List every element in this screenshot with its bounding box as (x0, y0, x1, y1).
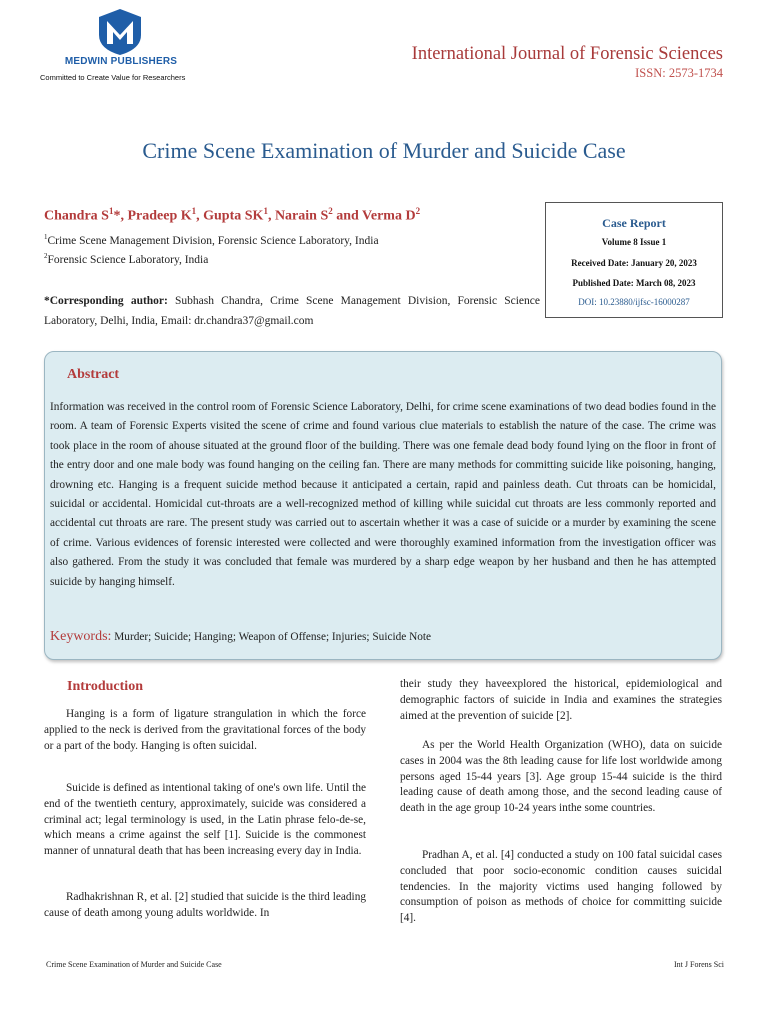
author-name: , Gupta SK (196, 208, 264, 224)
keywords-label: Keywords: (50, 629, 112, 644)
shield-logo-icon (98, 8, 142, 56)
corresponding-text: Subhash Chandra, Crime Scene Management Division, Forensic Science Laboratory, Delhi, India, Email: dr.chandra37@gmail.com (44, 295, 540, 327)
author-sup: 1 (191, 206, 197, 216)
published-date: Published Date: March 08, 2023 (572, 278, 696, 288)
affiliation-text: Forensic Science Laboratory, India (47, 253, 209, 266)
author-name: and Verma D (332, 208, 416, 224)
abstract-text: Information was received in the control room of Forensic Science Laboratory, Delhi, for crime scene examinations of two dead bodies found in the room. A team of Forensic Experts visited the scene of crime and found various clue materials to establish the nature of the case. The crime was took place in the room of ahouse situated at the ground floor of the building. There was one female dead body found lying on the floor in front of the entry door and one male body was found hanging on the ceiling fan. There are many methods for committing suicide like poisoning, hanging, drowning etc. Hanging is a frequent suicide method because it anticipated a certain, rapid and painless death. Cut throats can be homicidal, suicidal or accidental. Homicidal cut-throats are a well-recognized method of killing while suicidal cut throats are less commonly reported and accidental cut throats are rare. The present study was carried out to ascertain whether it was a case of suicide or a murder by examining the scene of crime. Various evidences of forensic interested were collected and were thoroughly examined information from the investigation officer was also gathered. From the study it was concluded that female was murdered by a sharp edge weapon by her husband and then he has attempted suicide by hanging himself. (50, 401, 716, 588)
affiliation-1 (44, 233, 379, 247)
intro-paragraph: their study they haveexplored the historical, epidemiological and demographic factors of suicide in India and examines the strategies aimed at the prevention of suicide [2]. (400, 678, 722, 722)
affiliation-2 (44, 252, 208, 266)
author-sup: 2 (415, 206, 421, 216)
affiliation-text: Crime Scene Management Division, Forensic Science Laboratory, India (47, 234, 379, 247)
introduction-heading: Introduction (67, 679, 143, 694)
corresponding-author (44, 291, 540, 331)
publisher-name: MEDWIN PUBLISHERS (64, 56, 178, 67)
article-info-box (545, 202, 723, 318)
author-name: , Pradeep K (120, 208, 192, 224)
keywords-list: Murder; Suicide; Hanging; Weapon of Offense; Injuries; Suicide Note (111, 631, 432, 643)
author-sup: 1 (108, 206, 114, 216)
article-title: Crime Scene Examination of Murder and Suicide Case (142, 138, 626, 163)
keywords (50, 629, 431, 645)
publisher-tagline: Committed to Create Value for Researchers (40, 73, 186, 82)
footer-running-title: Crime Scene Examination of Murder and Suicide Case (46, 960, 222, 969)
medwin-logo (98, 8, 142, 56)
affiliation-sup: 2 (44, 252, 48, 260)
intro-paragraph: As per the World Health Organization (WHO), data on suicide cases in 2004 was the 8th leading cause for life lost worldwide among persons aged 15-44 years [3]. Age group 15-44 suicide is the third leading cause of death among those, and the second leading cause of death in the age group 10-24 years inthe some countries. (400, 739, 722, 815)
intro-paragraph: Suicide is defined as intentional taking of one's own life. Until the end of the twentieth century, approximately, suicide was considered a criminal act; legal terminology is used, in the Latin phrase felo-de-se, which means a crime against the self [1]. Suicide is the commonest manner of unnatural death that has been increasing every day in India. (44, 782, 366, 858)
abstract-heading: Abstract (67, 367, 120, 382)
volume-issue: Volume 8 Issue 1 (601, 237, 667, 247)
journal-title: International Journal of Forensic Sciences (411, 44, 723, 64)
author-star: * (113, 208, 121, 224)
affiliation-sup: 1 (44, 233, 48, 241)
footer-journal-abbrev: Int J Forens Sci (674, 960, 724, 969)
intro-paragraph: Radhakrishnan R, et al. [2] studied that suicide is the third leading cause of death among young adults worldwide. In (44, 891, 366, 919)
corresponding-label: *Corresponding author: (44, 295, 168, 307)
author-name: Chandra S (44, 208, 109, 224)
intro-paragraph: Hanging is a form of ligature strangulation in which the force applied to the neck is derived from the gravitational forces of the body or a part of the body. Hanging is often suicidal. (44, 708, 366, 752)
intro-paragraph: Pradhan A, et al. [4] conducted a study on 100 fatal suicidal cases concluded that poor socio-economic condition causes suicidal tendencies. In the majority victims used hanging followed by consumption of poison as methods of choice for committing suicide [4]. (400, 849, 722, 925)
author-sup: 1 (263, 206, 268, 216)
author-sup: 2 (328, 206, 333, 216)
received-date: Received Date: January 20, 2023 (571, 258, 697, 268)
author-list (44, 206, 420, 225)
journal-issn: ISSN: 2573-1734 (635, 66, 723, 80)
author-name: , Narain S (267, 208, 329, 224)
doi-link[interactable]: DOI: 10.23880/ijfsc-16000287 (578, 297, 690, 307)
article-type: Case Report (602, 216, 666, 230)
